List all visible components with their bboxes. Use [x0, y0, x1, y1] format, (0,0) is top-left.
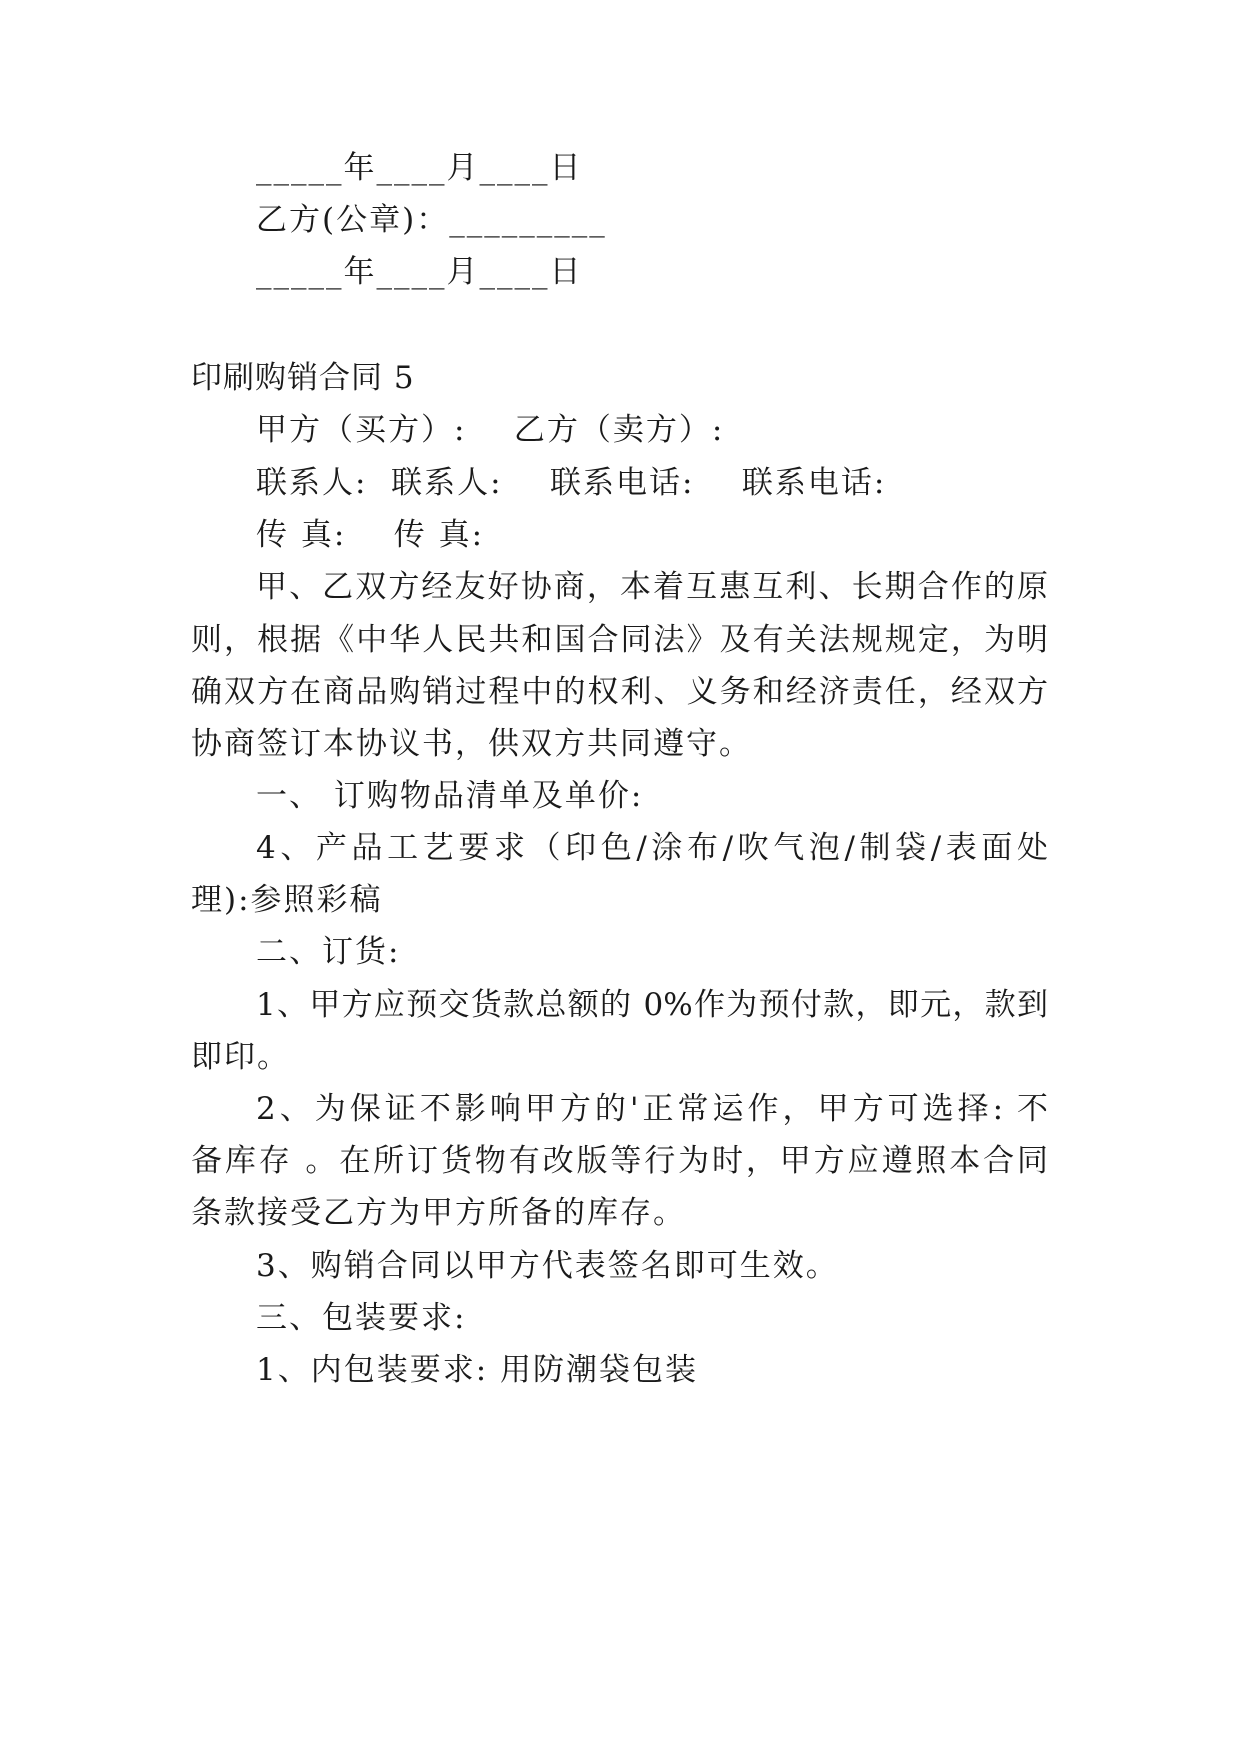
section-3-item-1: 1、内包装要求: 用防潮袋包装: [256, 1352, 699, 1388]
section-1-heading: 一、 订购物品清单及单价:: [256, 778, 644, 814]
section-2-item-1-line-1: 1、甲方应预交货款总额的 0%作为预付款，即元，款到: [256, 987, 1048, 1023]
section-2-item-2-line-3: 条款接受乙方为甲方所备的库存。: [191, 1195, 686, 1231]
intro-paragraph-line-3: 确双方在商品购销过程中的权利、义务和经济责任，经双方: [191, 674, 1048, 710]
date-line-party-a: _____年____月____日: [256, 150, 583, 186]
parties-line: 甲方（买方）: 乙方（卖方）:: [256, 412, 725, 448]
section-3-heading: 三、包装要求:: [256, 1300, 467, 1336]
section-1-item-4-line-2: 理):参照彩稿: [191, 882, 383, 918]
contacts-line: 联系人: 联系人: 联系电话: 联系电话:: [256, 465, 887, 501]
contract-title: 印刷购销合同 5: [191, 360, 415, 396]
party-b-seal-line: 乙方(公章)：_________: [256, 202, 607, 238]
section-1-item-4-line-1: 4、产品工艺要求（印色/涂布/吹气泡/制袋/表面处: [256, 830, 1048, 866]
section-2-item-2-line-1: 2、为保证不影响甲方的'正常运作，甲方可选择: 不: [256, 1091, 1048, 1127]
section-2-item-1-line-2: 即印。: [191, 1039, 290, 1075]
fax-line: 传 真: 传 真:: [256, 517, 485, 553]
section-2-item-3: 3、购销合同以甲方代表签名即可生效。: [256, 1248, 839, 1284]
section-2-heading: 二、订货:: [256, 934, 401, 970]
intro-paragraph-line-2: 则，根据《中华人民共和国合同法》及有关法规规定，为明: [191, 622, 1048, 658]
intro-paragraph-line-4: 协商签订本协议书，供双方共同遵守。: [191, 726, 752, 762]
date-line-party-b: _____年____月____日: [256, 254, 583, 290]
section-2-item-2-line-2: 备库存 。在所订货物有改版等行为时，甲方应遵照本合同: [191, 1143, 1048, 1179]
intro-paragraph-line-1: 甲、乙双方经友好协商，本着互惠互利、长期合作的原: [256, 569, 1048, 605]
